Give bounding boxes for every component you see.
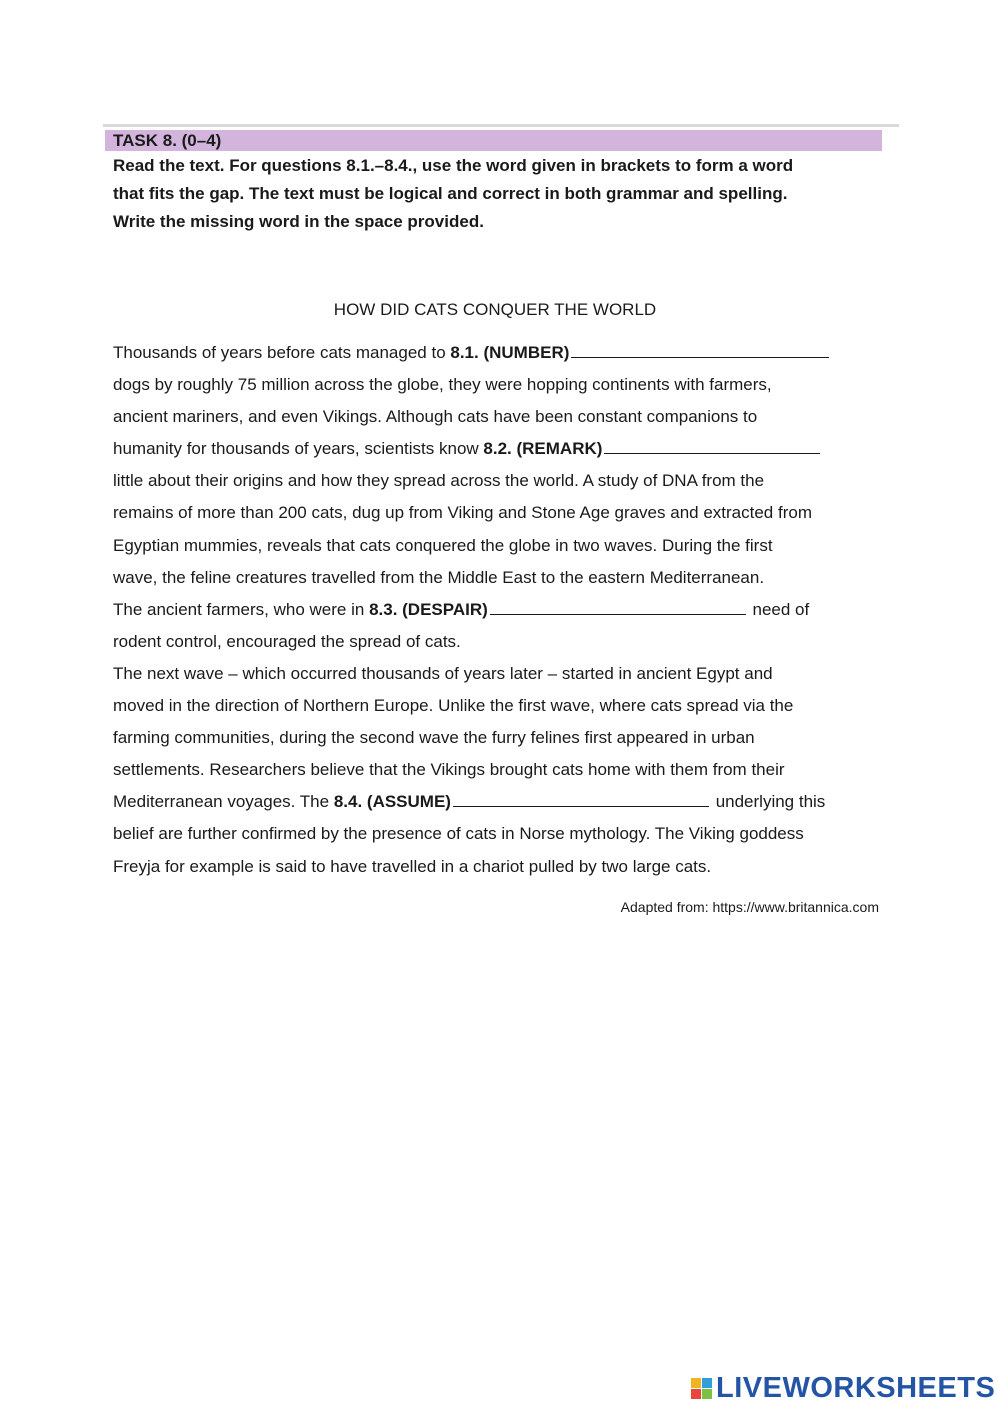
answer-gap-8-3[interactable] (490, 600, 746, 615)
answer-gap-8-4[interactable] (453, 792, 709, 807)
question-8-2-label: 8.2. (REMARK) (483, 439, 603, 459)
passage-line: Egyptian mummies, reveals that cats conquered the globe in two waves. During the first (113, 535, 773, 555)
question-8-4-label: 8.4. (ASSUME) (333, 792, 451, 812)
passage-title: HOW DID CATS CONQUER THE WORLD (333, 300, 657, 319)
passage-line: humanity for thousands of years, scientists know 8.2. (REMARK) (113, 433, 893, 465)
passage-line: Freyja for example is said to have travelled in a chariot pulled by two large cats. (113, 856, 712, 876)
passage-line: wave, the feline creatures travelled from the Middle East to the eastern Mediterranean. (113, 567, 765, 587)
passage-line: The next wave – which occurred thousands of years later – started in ancient Egypt and (113, 663, 773, 683)
passage-line: belief are further confirmed by the presence of cats in Norse mythology. The Viking goddess (113, 824, 804, 844)
task-header-band (105, 130, 882, 151)
task-header: TASK 8. (0–4) (113, 131, 222, 150)
question-8-1-label: 8.1. (NUMBER) (450, 343, 570, 362)
instruction-line: Write the missing word in the space provided. (113, 212, 484, 231)
passage-line: Mediterranean voyages. The 8.4. (ASSUME) underlying this (113, 792, 826, 812)
answer-gap-8-1[interactable] (571, 343, 829, 358)
passage-line: moved in the direction of Northern Europe. Unlike the first wave, where cats spread via the (113, 696, 794, 716)
liveworksheets-grid-icon (691, 1378, 712, 1399)
passage-line: ancient mariners, and even Vikings. Although cats have been constant companions to (113, 407, 758, 427)
source-attribution: Adapted from: https://www.britannica.com (620, 899, 879, 915)
passage-line: remains of more than 200 cats, dug up from Viking and Stone Age graves and extracted from (113, 503, 812, 523)
passage-text (113, 337, 893, 883)
passage-line: settlements. Researchers believe that the Vikings brought cats home with them from their (113, 760, 785, 780)
passage-line: The ancient farmers, who were in 8.3. (DESPAIR) need of (113, 599, 810, 619)
passage-line: Thousands of years before cats managed to 8.1. (NUMBER) (113, 337, 893, 369)
instruction-line: Read the text. For questions 8.1.–8.4., use the word given in brackets to form a word (113, 156, 794, 175)
logo-text: LIVEWORKSHEETS (716, 1371, 996, 1404)
question-8-3-label: 8.3. (DESPAIR) (369, 599, 488, 619)
passage-line: dogs by roughly 75 million across the globe, they were hopping continents with farmers, (113, 375, 772, 395)
passage-line: rodent control, encouraged the spread of cats. (113, 631, 461, 651)
top-divider (103, 124, 899, 127)
passage-line: farming communities, during the second wave the furry felines first appeared in urban (113, 728, 755, 748)
instruction-line: that fits the gap. The text must be logical and correct in both grammar and spelling. (113, 184, 788, 203)
passage-line: little about their origins and how they spread across the world. A study of DNA from the (113, 471, 765, 491)
task-instructions (113, 152, 883, 236)
liveworksheets-logo (691, 1372, 995, 1404)
answer-gap-8-2[interactable] (604, 439, 820, 454)
